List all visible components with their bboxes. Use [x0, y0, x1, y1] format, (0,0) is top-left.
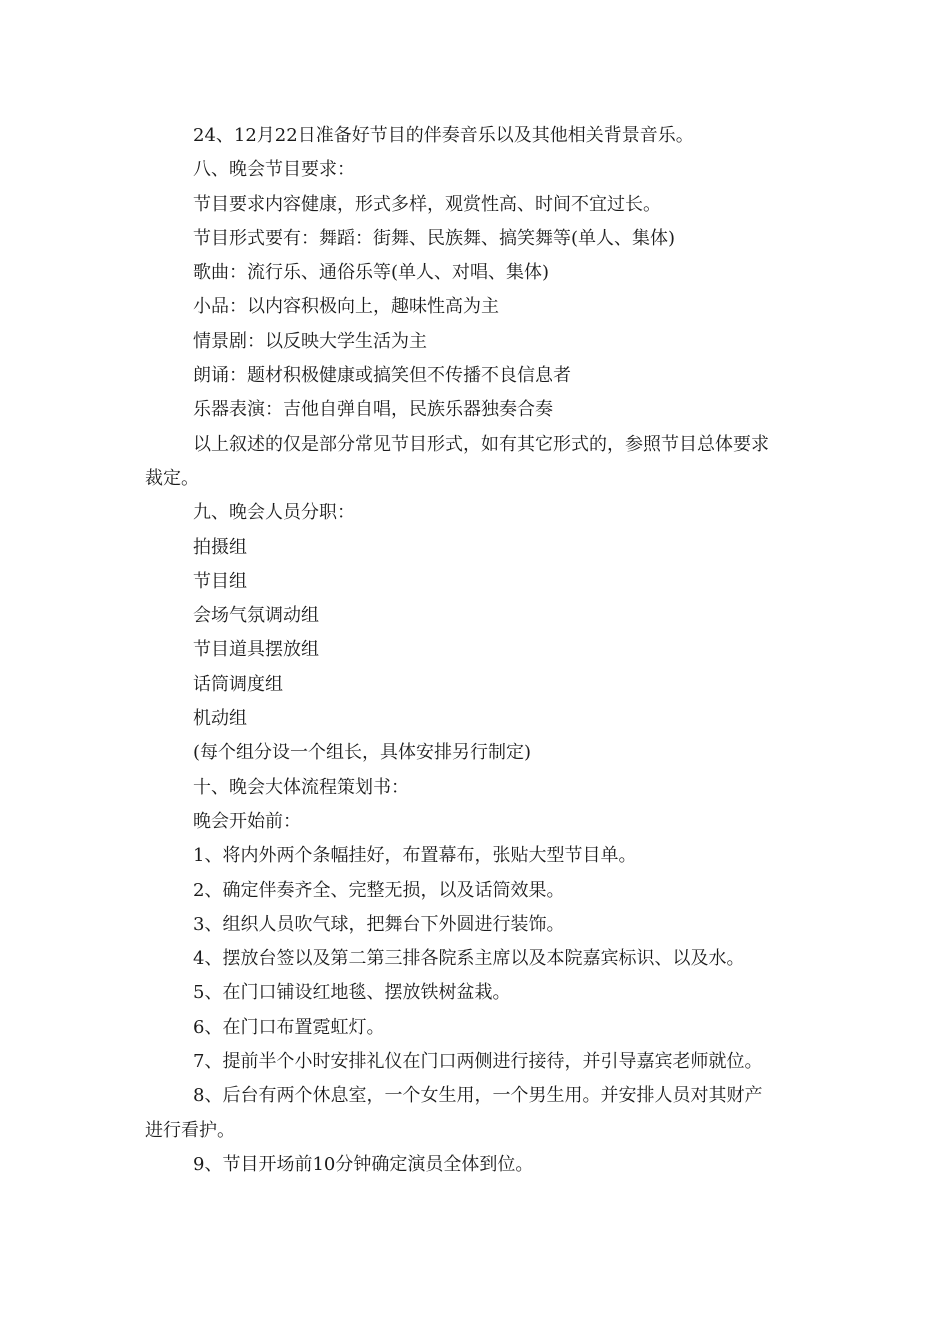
paragraph-line: 乐器表演：吉他自弹自唱，民族乐器独奏合奏 — [193, 399, 553, 421]
document-body — [145, 119, 810, 1182]
list-item: 节目道具摆放组 — [193, 639, 319, 661]
paragraph-line-continuation: 裁定。 — [145, 467, 199, 489]
section-heading: 九、晚会人员分职： — [193, 502, 355, 524]
paragraph-line: 节目形式要有：舞蹈：街舞、民族舞、搞笑舞等(单人、集体) — [193, 227, 676, 249]
list-item: 6、在门口布置霓虹灯。 — [193, 1016, 385, 1038]
section-heading: 八、晚会节目要求： — [193, 159, 355, 181]
list-item: 话筒调度组 — [193, 673, 283, 695]
list-item: 8、后台有两个休息室，一个女生用，一个男生用。并安排人员对其财产 — [193, 1085, 763, 1107]
list-item: 7、提前半个小时安排礼仪在门口两侧进行接待，并引导嘉宾老师就位。 — [193, 1051, 763, 1073]
paragraph-line: (每个组分设一个组长，具体安排另行制定) — [193, 742, 532, 764]
list-item: 会场气氛调动组 — [193, 605, 319, 627]
subheading: 晚会开始前： — [193, 810, 301, 832]
paragraph-line: 节目要求内容健康，形式多样，观赏性高、时间不宜过长。 — [193, 193, 661, 215]
list-item-continuation: 进行看护。 — [145, 1119, 235, 1141]
paragraph-line: 以上叙述的仅是部分常见节目形式，如有其它形式的，参照节目总体要求 — [193, 433, 769, 455]
list-item: 机动组 — [193, 708, 247, 730]
list-item: 1、将内外两个条幅挂好，布置幕布，张贴大型节目单。 — [193, 845, 637, 867]
list-item: 节目组 — [193, 570, 247, 592]
section-heading: 十、晚会大体流程策划书： — [193, 776, 409, 798]
paragraph-line: 歌曲：流行乐、通俗乐等(单人、对唱、集体) — [193, 262, 550, 284]
paragraph-line: 情景剧：以反映大学生活为主 — [193, 330, 427, 352]
paragraph-line: 24、12月22日准备好节目的伴奏音乐以及其他相关背景音乐。 — [193, 125, 694, 146]
list-item: 9、节目开场前10分钟确定演员全体到位。 — [193, 1153, 534, 1175]
list-item: 5、在门口铺设红地毯、摆放铁树盆栽。 — [193, 982, 511, 1004]
list-item: 4、摆放台签以及第二第三排各院系主席以及本院嘉宾标识、以及水。 — [193, 948, 745, 970]
paragraph-line: 朗诵：题材积极健康或搞笑但不传播不良信息者 — [193, 365, 571, 387]
list-item: 拍摄组 — [193, 536, 247, 558]
paragraph-line: 小品：以内容积极向上，趣味性高为主 — [193, 296, 499, 318]
list-item: 2、确定伴奏齐全、完整无损，以及话筒效果。 — [193, 879, 565, 901]
list-item: 3、组织人员吹气球，把舞台下外圆进行装饰。 — [193, 913, 565, 935]
